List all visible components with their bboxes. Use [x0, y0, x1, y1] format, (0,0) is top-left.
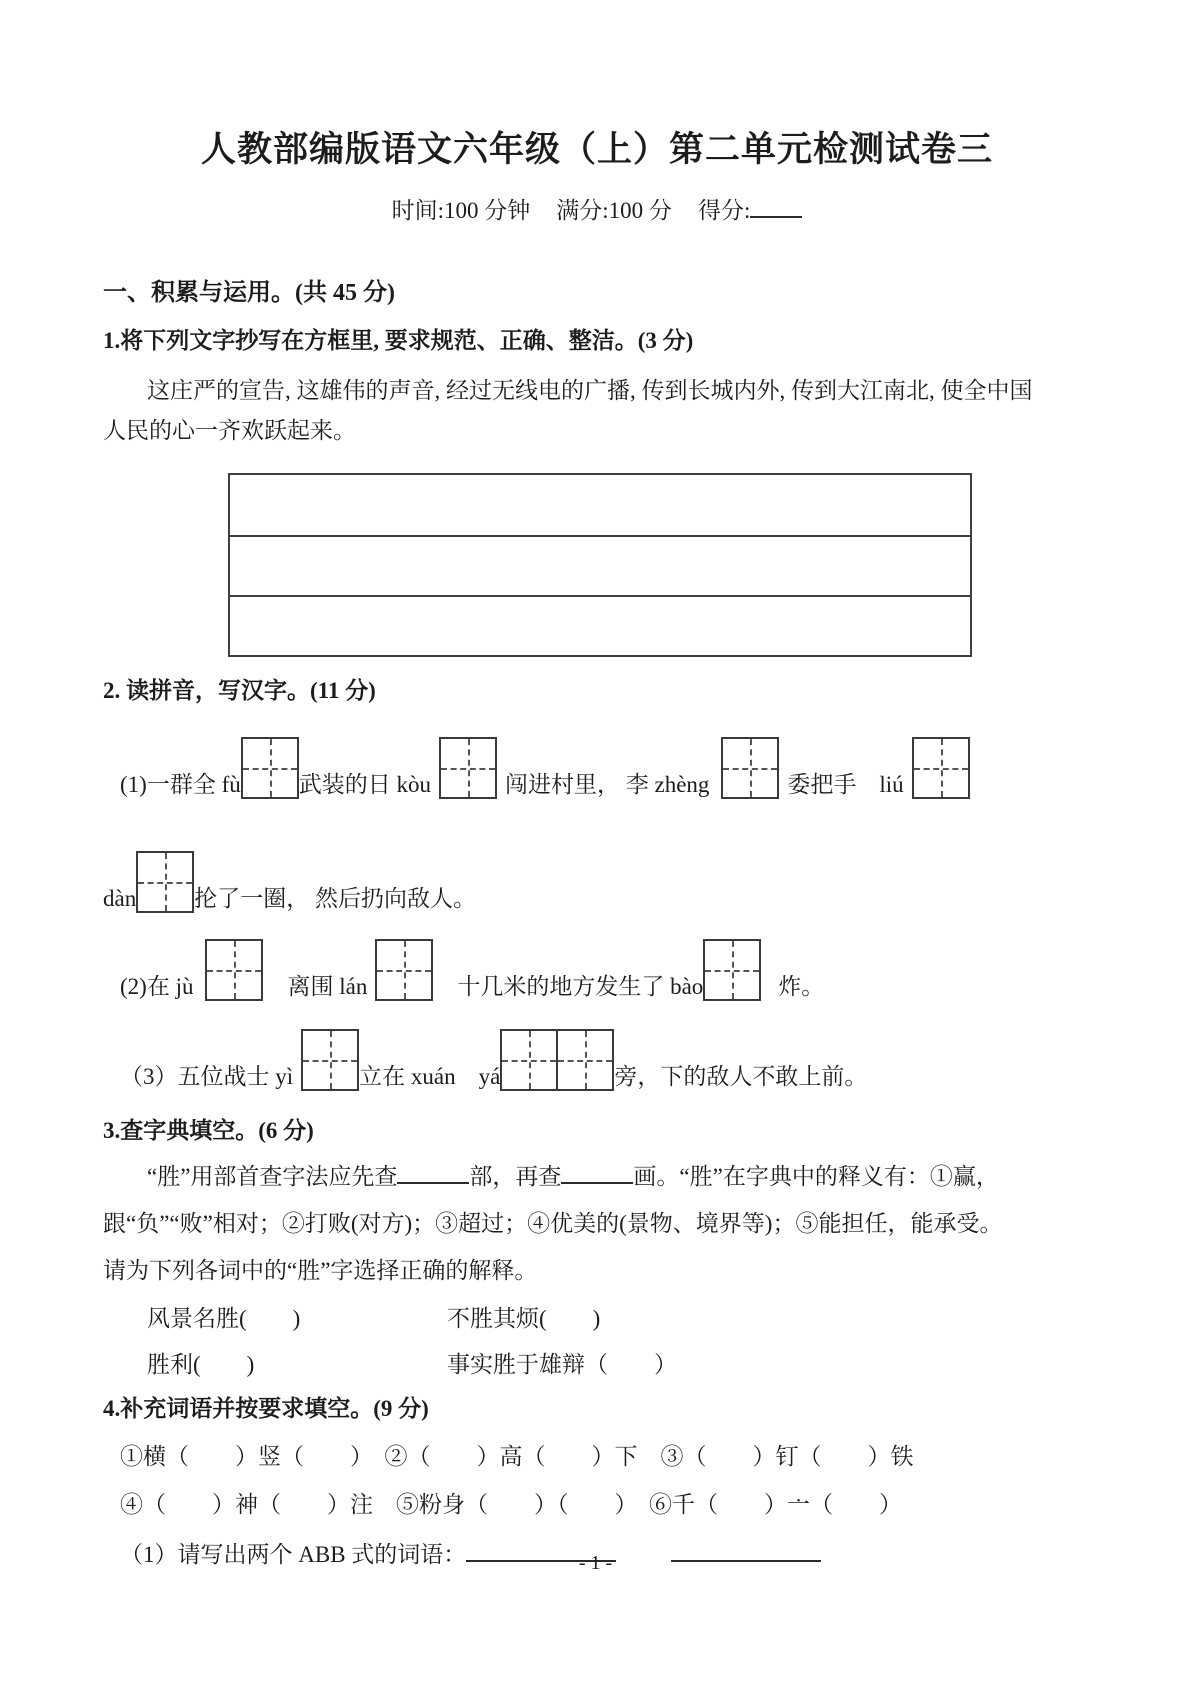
q4-idioms-row1: ①横（ ）竖（ ） ②（ ）高（ ）下 ③（ ）钉（ ）铁 — [120, 1444, 914, 1469]
q2-line2-text-b: 抡了一圈， 然后扔向敌人。 — [194, 886, 476, 911]
copy-row — [230, 595, 970, 655]
writing-grid-box — [912, 737, 970, 799]
exam-time: 时间:100 分钟 — [391, 198, 531, 223]
writing-grid-box — [556, 1029, 614, 1091]
q3-paragraph-line1 — [103, 1157, 1091, 1197]
word-text: 利( ) — [170, 1352, 255, 1377]
writing-grid-box — [205, 939, 263, 1001]
word-text: ( ) — [239, 1306, 301, 1331]
q2-line3-text-b: 离围 lán — [287, 974, 368, 999]
writing-grid-box — [375, 939, 433, 1001]
word-text: 不 — [447, 1306, 470, 1331]
section1-heading: 一、积累与运用。(共 45 分) — [103, 280, 395, 306]
q3-p1-text-c: 画。“胜”在字典中的释义有：①赢， — [633, 1164, 999, 1189]
q2-line1 — [103, 715, 1091, 799]
q4-idioms-row2 — [120, 1485, 1091, 1525]
q4-prompt: 4.补充词语并按要求填空。(9 分) — [103, 1396, 429, 1421]
word-text: 其烦( ) — [493, 1306, 601, 1331]
q2-line4-text-c: 旁，下的敌人不敢上前。 — [614, 1064, 868, 1089]
emphasized-char: 千 • — [672, 1492, 695, 1517]
copy-row — [230, 475, 970, 535]
q4-row2-text-b: （ ） — [695, 1492, 787, 1517]
exam-info-line — [103, 192, 1091, 225]
writing-grid-box — [241, 737, 299, 799]
emphasized-char: 胜 • — [147, 1352, 170, 1377]
q1-prompt: 1.将下列文字抄写在方框里, 要求规范、正确、整洁。(3 分) — [103, 328, 694, 353]
q2-line4-text-a: （3）五位战士 yì — [120, 1064, 294, 1089]
word-text: 事实 — [447, 1352, 493, 1377]
q2-line3-text-d: 炸。 — [778, 974, 825, 999]
copy-writing-table — [228, 473, 972, 657]
writing-grid-box — [136, 851, 194, 913]
writing-grid-box — [500, 1029, 558, 1091]
word-text: 于雄辩（ ） — [516, 1352, 677, 1377]
q3-prompt: 3.查字典填空。(6 分) — [103, 1118, 314, 1143]
emphasized-char: 胜 • — [470, 1306, 493, 1331]
q2-line2 — [103, 843, 1091, 913]
q4-sub1-label: （1）请写出两个 ABB 式的词语： — [120, 1542, 467, 1567]
emphasized-char: 胜 • — [493, 1352, 516, 1377]
q2-line4 — [103, 1017, 1091, 1091]
q2-line3 — [103, 927, 1091, 1001]
score-label: 得分: — [697, 198, 751, 223]
q3-p1-text-a: “胜”用部首查字法应先查 — [147, 1164, 398, 1189]
q2-line3-text-a: (2)在 jù — [120, 974, 194, 999]
q2-line1-text-d: 委把手 liú — [787, 772, 904, 797]
word-text: 风景名 — [147, 1306, 216, 1331]
strokes-blank — [561, 1162, 633, 1184]
word-item — [447, 1299, 600, 1339]
q1-passage-line1: 这庄严的宣告, 这雄伟的声音, 经过无线电的广播, 传到长城内外, 传到大江南北, 使全中国 — [147, 378, 1033, 403]
emphasized-char: 一 • — [787, 1492, 810, 1517]
writing-grid-box — [703, 939, 761, 1001]
radical-blank — [397, 1162, 469, 1184]
q4-row2-text-a: ④（ ）神（ ）注 ⑤粉身（ ）（ ） ⑥ — [120, 1492, 672, 1517]
q4-row2-text-c: （ ） — [810, 1492, 902, 1517]
q3-p1-text-b: 部，再查 — [469, 1164, 562, 1189]
q3-paragraph-line3: 请为下列各词中的“胜”字选择正确的解释。 — [103, 1258, 538, 1283]
q3-paragraph-line2: 跟“负”“败”相对；②打败(对方)；③超过；④优美的(景物、境界等)；⑤能担任，能承受。 — [103, 1211, 1003, 1236]
writing-grid-box-pair — [500, 1029, 614, 1091]
q2-prompt: 2. 读拼音，写汉字。(11 分) — [103, 678, 376, 703]
q2-line2-text-a: dàn — [103, 886, 137, 911]
q3-word-row2 — [147, 1345, 1091, 1385]
q2-line4-text-b: 立在 xuán yá — [359, 1064, 501, 1089]
word-item — [147, 1299, 447, 1339]
word-item — [447, 1345, 677, 1385]
word-item — [147, 1345, 447, 1385]
q2-line1-text-c: 闯进村里， 李 zhèng — [504, 772, 710, 797]
q3-word-row1 — [147, 1299, 1091, 1339]
emphasized-char: 胜 • — [216, 1306, 239, 1331]
writing-grid-box — [301, 1029, 359, 1091]
page-title: 人教部编版语文六年级（上）第二单元检测试卷三 — [200, 130, 993, 169]
q2-line3-text-c: 十几米的地方发生了 bào — [457, 974, 704, 999]
copy-row — [230, 535, 970, 595]
writing-grid-box — [439, 737, 497, 799]
page-number: - 1 - — [578, 1552, 613, 1574]
writing-grid-box — [721, 737, 779, 799]
score-blank — [750, 196, 802, 218]
q1-passage-line2: 人民的心一齐欢跃起来。 — [103, 418, 356, 443]
q2-line1-text-b: 武装的日 kòu — [298, 772, 431, 797]
exam-full-score: 满分:100 分 — [556, 198, 672, 223]
q2-line1-text-a: (1)一群全 fù — [120, 772, 241, 797]
